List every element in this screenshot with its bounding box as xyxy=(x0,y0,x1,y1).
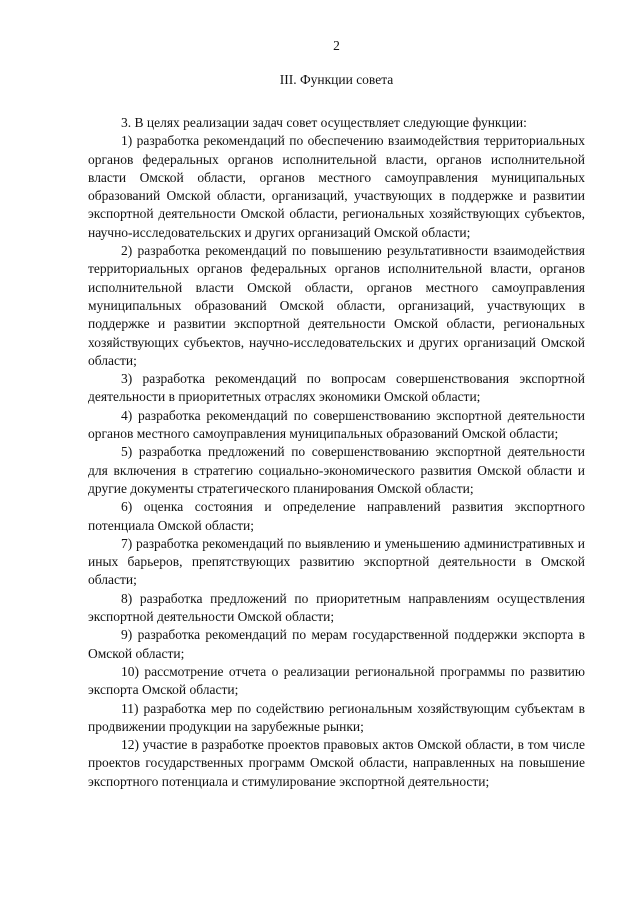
function-item-4: 4) разработка рекомендаций по совершенствованию экспортной деятельности органов местного самоуправления муниципальных образований Омской области; xyxy=(88,407,585,442)
section-title: III. Функции совета xyxy=(279,72,394,87)
function-item-7: 7) разработка рекомендаций по выявлению и уменьшению административных и иных барьеров, препятствующих развитию экспортной деятельности в Омской области; xyxy=(88,535,585,588)
function-item-6: 6) оценка состояния и определение направлений развития экспортного потенциала Омской области; xyxy=(88,499,585,533)
document-page xyxy=(88,36,585,791)
function-item-11: 11) разработка мер по содействию региональным хозяйствующим субъектам в продвижении продукции на зарубежные рынки; xyxy=(88,700,585,734)
function-item-1: 1) разработка рекомендаций по обеспечению взаимодействия территориальных органов федеральных органов исполнительной власти, органов исполнительной власти Омской области, органов местного самоуправления муниципальных образований Омской области, организаций, участвующих в поддержке и развитии экспортной деятельности Омской области, региональных хозяйствующих субъектов, научно-исследовательских и других организаций Омской области; xyxy=(88,133,585,240)
function-item-5: 5) разработка предложений по совершенствованию экспортной деятельности для включения в стратегию социально-экономического развития Омской области и другие документы стратегического планирования Омской области; xyxy=(88,444,585,496)
function-item-9: 9) разработка рекомендаций по мерам государственной поддержки экспорта в Омской области; xyxy=(88,627,585,661)
intro-paragraph: 3. В целях реализации задач совет осуществляет следующие функции: xyxy=(121,115,527,130)
function-item-3: 3) разработка рекомендаций по вопросам совершенствования экспортной деятельности в приоритетных отраслях экономики Омской области; xyxy=(88,371,585,405)
function-item-12: 12) участие в разработке проектов правовых актов Омской области, в том числе проектов государственных программ Омской области, направленных на повышение экспортного потенциала и стимулирование экспортной деятельности; xyxy=(88,737,585,789)
function-item-8: 8) разработка предложений по приоритетным направлениям осуществления экспортной деятельности Омской области; xyxy=(88,590,585,625)
page-number: 2 xyxy=(333,38,340,53)
function-item-10: 10) рассмотрение отчета о реализации региональной программы по развитию экспорта Омской области; xyxy=(88,663,585,698)
function-item-2: 2) разработка рекомендаций по повышению результативности взаимодействия территориальных органов федеральных органов исполнительной власти, органов исполнительной власти Омской области, органов местного самоуправления муниципальных образований Омской области, организаций, участвующих в поддержке и развитии экспортной деятельности Омской области, региональных хозяйствующих субъектов, научно-исследовательских и других организаций Омской области; xyxy=(88,243,585,368)
